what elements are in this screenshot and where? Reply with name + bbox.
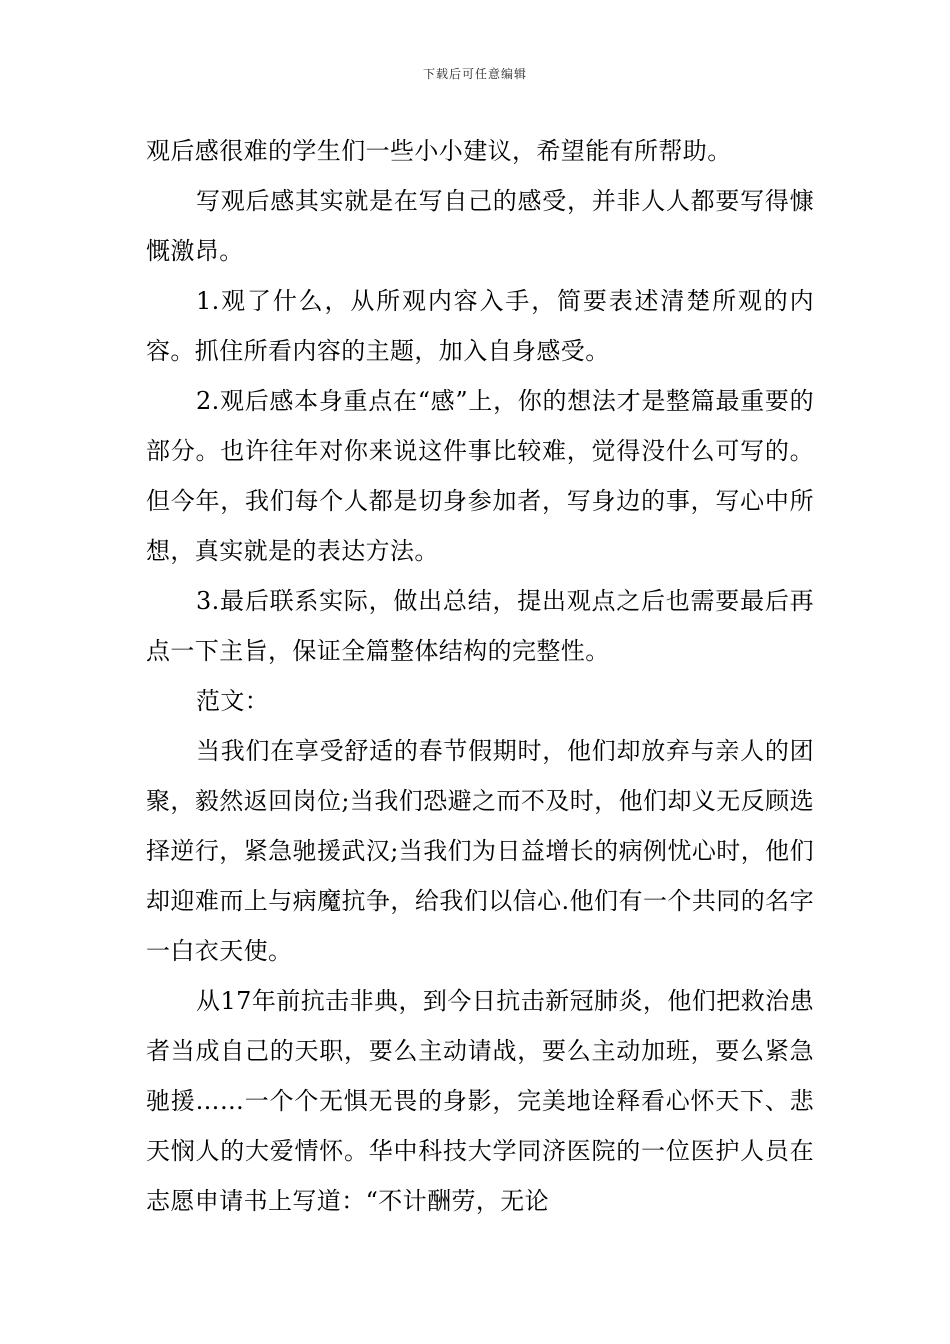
paragraph: 写观后感其实就是在写自己的感受，并非人人都要写得慷慨激昂。 bbox=[146, 187, 814, 265]
paragraph: 观后感很难的学生们一些小小建议，希望能有所帮助。 bbox=[146, 137, 732, 165]
document-body bbox=[146, 126, 814, 1226]
paragraph: 1.观了什么，从所观内容入手，简要表述清楚所观的内容。抓住所看内容的主题，加入自身感受。 bbox=[146, 287, 814, 365]
paragraph: 2.观后感本身重点在“感”上，你的想法才是整篇最重要的部分。也许往年对你来说这件事比较难，觉得没什么可写的。但今年，我们每个人都是切身参加者，写身边的事，写心中所想，真实就是的表达方法。 bbox=[146, 387, 814, 565]
paragraph: 从17年前抗击非典，到今日抗击新冠肺炎，他们把救治患者当成自己的天职，要么主动请战，要么主动加班，要么紧急驰援……一个个无惧无畏的身影，完美地诠释看心怀天下、悲天悯人的大爱情怀。华中科技大学同济医院的一位医护人员在志愿申请书上写道：“不计酬劳，无论 bbox=[146, 987, 814, 1215]
paragraph: 3.最后联系实际，做出总结，提出观点之后也需要最后再点一下主旨，保证全篇整体结构的完整性。 bbox=[146, 587, 814, 665]
paragraph: 当我们在享受舒适的春节假期时，他们却放弃与亲人的团聚，毅然返回岗位;当我们恐避之而不及时，他们却义无反顾选择逆行，紧急驰援武汉;当我们为日益增长的病例忧心时，他们却迎难而上与病魔抗争，给我们以信心.他们有一个共同的名字一白衣天使。 bbox=[146, 737, 814, 965]
section-label: 范文： bbox=[196, 687, 270, 715]
page-header-note: 下载后可任意编辑 bbox=[422, 67, 527, 81]
